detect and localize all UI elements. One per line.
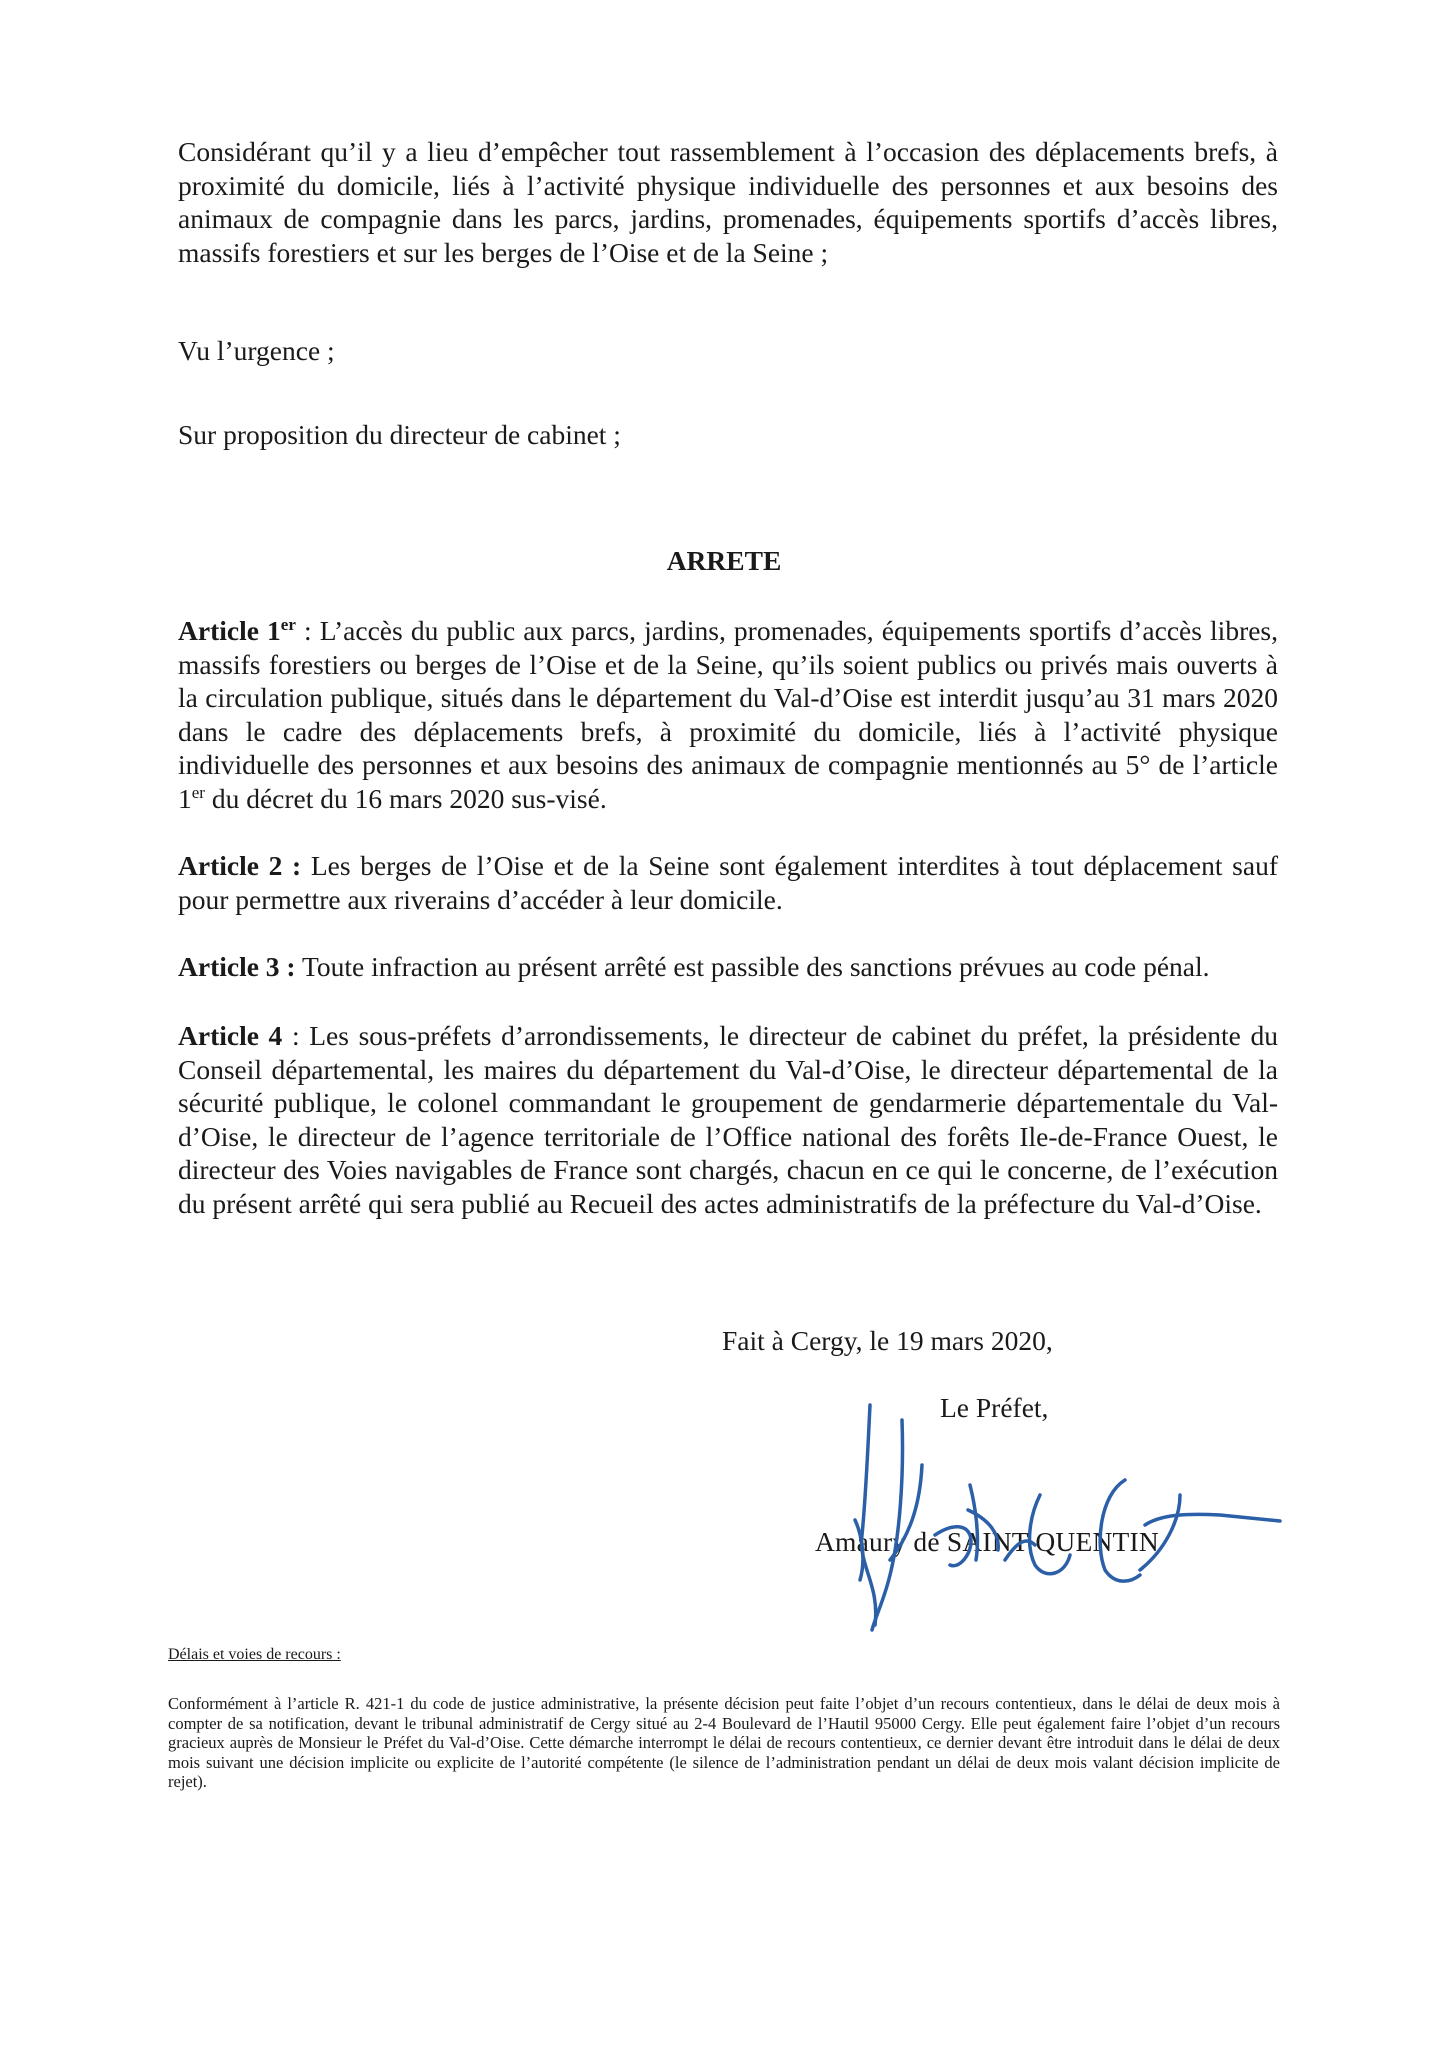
considerant-paragraph: Considérant qu’il y a lieu d’empêcher tout rassemblement à l’occasion des déplacements brefs, à proximité du domicile, liés à l’activité physique individuelle des personnes et aux besoins des animaux de compagnie dans les parcs, jardins, promenades, équipements sportifs d’accès libres, massifs forestiers et sur les berges de l’Oise et de la Seine ; <box>178 136 1278 268</box>
prefect-name: Amaury de SAINT QUENTIN <box>815 1526 1159 1557</box>
article-2: Article 2 : Les berges de l’Oise et de la Seine sont également interdites à tout déplacement sauf pour permettre aux riverains d’accéder à leur domicile. <box>178 850 1278 915</box>
proposition-paragraph: Sur proposition du directeur de cabinet ; <box>178 419 621 450</box>
vu-urgence-paragraph: Vu l’urgence ; <box>178 335 335 366</box>
footer-title: Délais et voies de recours : <box>168 1646 341 1663</box>
article-3: Article 3 : Toute infraction au présent arrêté est passible des sanctions prévues au code pénal. <box>178 951 1210 982</box>
footer-text: Conformément à l’article R. 421-1 du code de justice administrative, la présente décision peut faite l’objet d’un recours contentieux, dans le délai de deux mois à compter de sa notification, devant le tribunal administratif de Cergy situé au 2-4 Boulevard de l’Hautil 95000 Cergy. Elle peut également faire l’objet d’un recours gracieux auprès de Monsieur le Préfet du Val-d’Oise. Cette démarche interrompt le délai de recours contentieux, ce dernier devant être introduit dans le délai de deux mois suivant une décision implicite ou explicite de l’autorité compétente (le silence de l’administration pendant un délai de deux mois valant décision implicite de rejet). <box>168 1694 1280 1791</box>
closing-place-date: Fait à Cergy, le 19 mars 2020, <box>722 1325 1053 1356</box>
article-3-label: Article 3 <box>178 951 280 982</box>
handwritten-signature <box>840 1385 1300 1645</box>
prefect-title: Le Préfet, <box>940 1392 1049 1423</box>
arrete-heading: ARRETE <box>666 545 782 576</box>
article-1: Article 1er : L’accès du public aux parcs, jardins, promenades, équipements sportifs d’accès libres, massifs forestiers ou berges de l’Oise et de la Seine, qu’ils soient publics ou privés mais ouverts à la circulation publique, situés dans le département du Val-d’Oise est interdit jusqu’au 31 mars 2020 dans le cadre des déplacements brefs, à proximité du domicile, liés à l’activité physique individuelle des personnes et aux besoins des animaux de compagnie mentionnés au 5° de l’article 1er du décret du 16 mars 2020 sus-visé. <box>178 614 1279 814</box>
article-4-label: Article 4 <box>178 1020 283 1051</box>
article-2-label: Article 2 <box>178 850 283 881</box>
article-4: Article 4 : Les sous-préfets d’arrondissements, le directeur de cabinet du préfet, la présidente du Conseil départemental, les maires du département du Val-d’Oise, le directeur départemental de la sécurité publique, le colonel commandant le groupement de gendarmerie départementale du Val-d’Oise, le directeur de l’agence territoriale de l’Office national des forêts Ile-de-France Ouest, le directeur des Voies navigables de France sont chargés, chacun en ce qui le concerne, de l’exécution du présent arrêté qui sera publié au Recueil des actes administratifs de la préfecture du Val-d’Oise. <box>178 1020 1279 1219</box>
article-1-label: Article 1er <box>178 614 296 646</box>
